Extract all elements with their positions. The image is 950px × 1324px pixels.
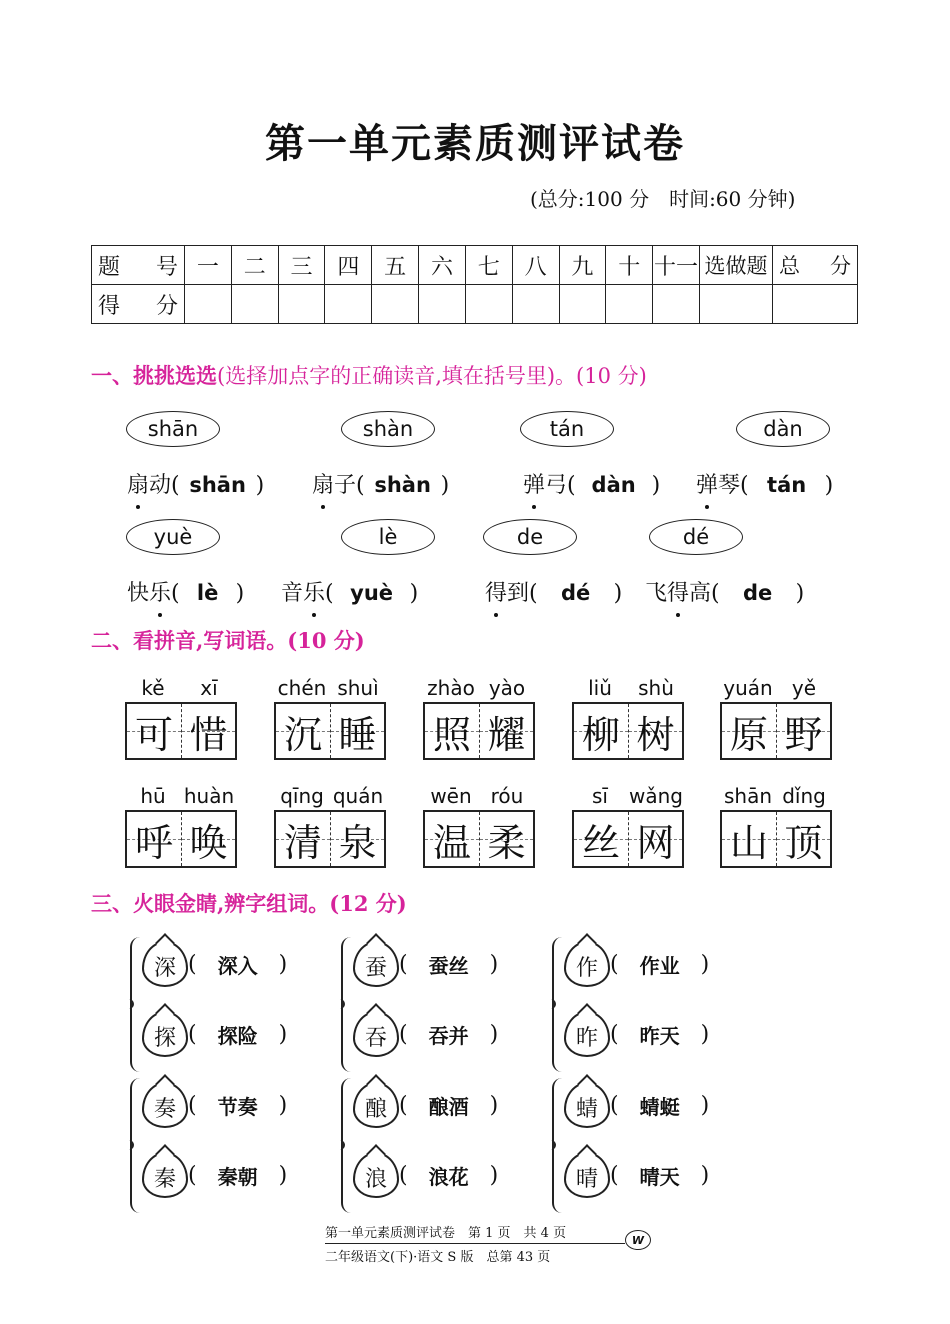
- drop-icon: [353, 941, 399, 987]
- answer-blank[interactable]: 浪花: [428, 1164, 469, 1189]
- char-pair: [341, 1078, 541, 1213]
- dotted-char: 得: [667, 576, 689, 607]
- score-row-scores: [92, 285, 858, 324]
- answer-char: 惜: [189, 712, 228, 757]
- pair-item: 酿 ( 酿酒 ): [353, 1082, 498, 1128]
- page-title: 第一单元素质测评试卷: [265, 120, 685, 167]
- char-cell[interactable]: [479, 704, 533, 758]
- pinyin: hū: [140, 784, 166, 808]
- answer-blank[interactable]: yuè: [350, 581, 394, 605]
- pinyin-word: [572, 676, 684, 760]
- word-char: 动: [149, 473, 172, 498]
- pair-item: 昨 ( 昨天 ): [564, 1011, 709, 1057]
- pinyin: huàn: [183, 784, 235, 808]
- answer-blank[interactable]: 秦朝: [217, 1164, 258, 1189]
- exam-meta: (总分:100 分 时间:60 分钟): [530, 187, 796, 211]
- section1-title: [91, 360, 647, 390]
- char-cell[interactable]: [574, 812, 628, 866]
- answer-blank[interactable]: dàn: [591, 473, 636, 497]
- word-char: 音: [281, 581, 304, 606]
- char-cell[interactable]: [425, 812, 479, 866]
- dotted-char: 扇: [127, 468, 149, 499]
- drop-icon: [353, 1082, 399, 1128]
- drop-icon: [353, 1152, 399, 1198]
- pinyin: wǎng: [629, 784, 683, 808]
- brace-icon: [130, 937, 142, 1072]
- pinyin-oval: dàn: [736, 411, 830, 447]
- pinyin: chén: [277, 676, 327, 700]
- pair-item: 吞 ( 吞并 ): [353, 1011, 498, 1057]
- answer-blank[interactable]: 蜻蜓: [639, 1094, 680, 1119]
- pair-item: 奏 ( 节奏 ): [142, 1082, 287, 1128]
- pinyin: sī: [592, 784, 608, 808]
- char-cell[interactable]: [776, 812, 830, 866]
- pair-char: 蚕: [364, 955, 387, 981]
- pair-item: 蚕 ( 蚕丝 ): [353, 941, 498, 987]
- pinyin: zhào: [427, 676, 475, 700]
- word-item: 飞 得 高 ( de ): [645, 576, 804, 607]
- answer-char: 唤: [189, 820, 228, 865]
- char-pair: [130, 937, 330, 1072]
- word-item: 扇 动 ( shān ): [127, 468, 264, 499]
- drop-icon: [142, 941, 188, 987]
- pinyin-oval: yuè: [126, 519, 220, 555]
- word-item: 得 到 ( dé ): [485, 576, 622, 607]
- score-cell[interactable]: [372, 285, 419, 324]
- score-cell[interactable]: [325, 285, 372, 324]
- answer-char: 柳: [581, 712, 620, 757]
- pinyin: shù: [638, 676, 674, 700]
- score-cell[interactable]: [512, 285, 559, 324]
- dotted-char: 乐: [303, 576, 325, 607]
- answer-char: 原: [729, 712, 768, 757]
- score-cell[interactable]: [465, 285, 512, 324]
- answer-blank[interactable]: lè: [196, 581, 219, 605]
- pinyin: liǔ: [588, 676, 612, 700]
- answer-blank[interactable]: de: [743, 581, 773, 605]
- score-cell[interactable]: [773, 285, 858, 324]
- char-cell[interactable]: [722, 704, 776, 758]
- drop-icon: [564, 1152, 610, 1198]
- answer-char: 温: [432, 820, 471, 865]
- answer-char: 清: [283, 820, 322, 865]
- score-cell[interactable]: [419, 285, 466, 324]
- pinyin-word: [274, 784, 386, 868]
- brace-icon: [341, 937, 353, 1072]
- brace-icon: [552, 937, 564, 1072]
- pinyin-word: [720, 784, 832, 868]
- col-header: 二: [231, 246, 278, 285]
- pinyin: quán: [332, 784, 384, 808]
- brace-icon: [130, 1078, 142, 1213]
- pair-item: 蜻 ( 蜻蜓 ): [564, 1082, 709, 1128]
- pinyin-oval: de: [483, 519, 577, 555]
- col-header: 十一: [653, 246, 700, 285]
- pinyin-word: [423, 676, 535, 760]
- pair-item: 晴 ( 晴天 ): [564, 1152, 709, 1198]
- answer-char: 树: [636, 712, 675, 757]
- col-header: 七: [465, 246, 512, 285]
- dotted-char: 扇: [312, 468, 334, 499]
- drop-icon: [142, 1011, 188, 1057]
- word-char: 琴: [718, 473, 741, 498]
- char-pair: [552, 1078, 752, 1213]
- score-cell[interactable]: [185, 285, 232, 324]
- answer-blank[interactable]: 吞并: [428, 1023, 469, 1048]
- score-cell[interactable]: [700, 285, 773, 324]
- drop-icon: [142, 1152, 188, 1198]
- word-char: 弓: [545, 473, 568, 498]
- word-char: 高: [689, 581, 712, 606]
- pair-char: 浪: [364, 1166, 387, 1192]
- section3-title: 三、火眼金睛,辨字组词。(12 分): [91, 891, 407, 916]
- pinyin-oval: lè: [341, 519, 435, 555]
- char-cell[interactable]: [127, 704, 181, 758]
- answer-char: 可: [134, 712, 173, 757]
- score-row-questions: [92, 246, 858, 285]
- answer-blank[interactable]: 蚕丝: [428, 953, 469, 978]
- char-cell[interactable]: [776, 704, 830, 758]
- section1-heading: 一、挑挑选选: [91, 363, 217, 388]
- answer-blank[interactable]: 昨天: [639, 1023, 680, 1048]
- score-cell[interactable]: [653, 285, 700, 324]
- pair-char: 酿: [364, 1096, 387, 1122]
- pair-item: 作 ( 作业 ): [564, 941, 709, 987]
- answer-char: 照: [432, 712, 471, 757]
- brace-icon: [341, 1078, 353, 1213]
- answer-blank[interactable]: shān: [189, 473, 246, 497]
- pinyin-word: [125, 676, 237, 760]
- pinyin: róu: [490, 784, 524, 808]
- score-cell[interactable]: [278, 285, 325, 324]
- char-cell[interactable]: [628, 812, 682, 866]
- char-cell[interactable]: [276, 704, 330, 758]
- dotted-char: 得: [485, 576, 507, 607]
- answer-blank[interactable]: 酿酒: [428, 1094, 469, 1119]
- pair-item: 秦 ( 秦朝 ): [142, 1152, 287, 1198]
- drop-icon: [142, 1082, 188, 1128]
- char-cell[interactable]: [127, 812, 181, 866]
- answer-char: 顶: [784, 820, 823, 865]
- col-header-total: 总 分: [773, 246, 858, 285]
- pair-char: 奏: [153, 1096, 176, 1122]
- word-char: 飞: [645, 581, 668, 606]
- pinyin-word: [423, 784, 535, 868]
- answer-blank[interactable]: shàn: [374, 473, 431, 497]
- pinyin: shān: [723, 784, 773, 808]
- score-table: [91, 245, 858, 324]
- drop-icon: [564, 1011, 610, 1057]
- score-cell[interactable]: [559, 285, 606, 324]
- dotted-char: 弹: [523, 468, 545, 499]
- answer-char: 睡: [338, 712, 377, 757]
- char-pair: [552, 937, 752, 1072]
- word-item: 弹 弓 ( dàn ): [523, 468, 660, 499]
- pair-char: 作: [575, 955, 598, 981]
- pinyin-word: [274, 676, 386, 760]
- pinyin: yě: [791, 676, 817, 700]
- row-header-score: 得 分: [92, 285, 185, 324]
- drop-icon: [564, 1082, 610, 1128]
- pinyin-word: [572, 784, 684, 868]
- publisher-logo-icon: W: [625, 1230, 651, 1250]
- answer-blank[interactable]: tán: [767, 473, 807, 497]
- pinyin-oval: dé: [649, 519, 743, 555]
- drop-icon: [353, 1011, 399, 1057]
- answer-char: 呼: [134, 820, 173, 865]
- pinyin: kě: [141, 676, 165, 700]
- score-cell[interactable]: [606, 285, 653, 324]
- char-cell[interactable]: [181, 704, 235, 758]
- col-header: 十: [606, 246, 653, 285]
- char-cell[interactable]: [722, 812, 776, 866]
- row-header-question: 题 号: [92, 246, 185, 285]
- pair-char: 吞: [364, 1025, 387, 1051]
- answer-char: 野: [784, 712, 823, 757]
- answer-blank[interactable]: 晴天: [639, 1164, 680, 1189]
- pair-char: 蜻: [575, 1096, 598, 1122]
- col-header: 六: [419, 246, 466, 285]
- pair-item: 浪 ( 浪花 ): [353, 1152, 498, 1198]
- answer-blank[interactable]: dé: [560, 581, 591, 605]
- char-pair: [341, 937, 541, 1072]
- word-char: 子: [334, 473, 357, 498]
- pinyin-oval: shàn: [341, 411, 435, 447]
- pinyin-word: [720, 676, 832, 760]
- pair-char: 秦: [153, 1166, 176, 1192]
- pinyin: qīng: [280, 784, 324, 808]
- answer-char: 泉: [338, 820, 377, 865]
- page-footer: [325, 1222, 625, 1265]
- word-char: 到: [507, 581, 530, 606]
- dotted-char: 乐: [149, 576, 171, 607]
- pair-item: 探 ( 探险 ): [142, 1011, 287, 1057]
- answer-blank[interactable]: 作业: [639, 953, 680, 978]
- pinyin: dǐng: [782, 784, 826, 808]
- footer-line2: 二年级语文(下)·语文 S 版 总第 43 页: [325, 1250, 551, 1265]
- section1-note: (选择加点字的正确读音,填在括号里)。(10 分): [217, 364, 647, 388]
- answer-blank[interactable]: 深入: [217, 953, 258, 978]
- answer-char: 柔: [487, 820, 526, 865]
- pair-char: 昨: [575, 1025, 598, 1051]
- pinyin: wēn: [430, 784, 472, 808]
- char-cell[interactable]: [330, 812, 384, 866]
- word-char: 快: [127, 581, 150, 606]
- char-pair: [130, 1078, 330, 1213]
- word-item: 弹 琴 ( tán ): [696, 468, 833, 499]
- word-item: 快 乐 ( lè ): [127, 576, 244, 607]
- col-header: 九: [559, 246, 606, 285]
- pinyin-oval: tán: [520, 411, 614, 447]
- char-cell[interactable]: [479, 812, 533, 866]
- col-header: 选做题: [700, 246, 773, 285]
- pair-char: 探: [153, 1025, 176, 1051]
- col-header: 四: [325, 246, 372, 285]
- pinyin-word: [125, 784, 237, 868]
- pinyin: yuán: [723, 676, 773, 700]
- pair-char: 晴: [575, 1166, 598, 1192]
- pinyin: shuì: [337, 676, 379, 700]
- char-cell[interactable]: [628, 704, 682, 758]
- section2-title: 二、看拼音,写词语。(10 分): [91, 628, 365, 653]
- char-cell[interactable]: [330, 704, 384, 758]
- col-header: 五: [372, 246, 419, 285]
- char-cell[interactable]: [181, 812, 235, 866]
- char-cell[interactable]: [276, 812, 330, 866]
- answer-char: 沉: [283, 712, 322, 757]
- pair-char: 深: [153, 955, 176, 981]
- word-item: 扇 子 ( shàn ): [312, 468, 449, 499]
- pinyin: xī: [200, 676, 218, 700]
- drop-icon: [564, 941, 610, 987]
- answer-char: 丝: [581, 820, 620, 865]
- pinyin: yào: [488, 676, 526, 700]
- char-cell[interactable]: [574, 704, 628, 758]
- pinyin-oval: shān: [126, 411, 220, 447]
- answer-char: 山: [729, 820, 768, 865]
- score-cell[interactable]: [231, 285, 278, 324]
- answer-blank[interactable]: 探险: [217, 1023, 258, 1048]
- dotted-char: 弹: [696, 468, 718, 499]
- word-item: 音 乐 ( yuè ): [281, 576, 418, 607]
- answer-char: 耀: [487, 712, 526, 757]
- col-header: 三: [278, 246, 325, 285]
- answer-char: 网: [636, 820, 675, 865]
- brace-icon: [552, 1078, 564, 1213]
- pair-item: 深 ( 深入 ): [142, 941, 287, 987]
- char-cell[interactable]: [425, 704, 479, 758]
- col-header: 八: [512, 246, 559, 285]
- footer-line1: 第一单元素质测评试卷 第 1 页 共 4 页: [325, 1222, 625, 1244]
- answer-blank[interactable]: 节奏: [217, 1094, 258, 1119]
- col-header: 一: [185, 246, 232, 285]
